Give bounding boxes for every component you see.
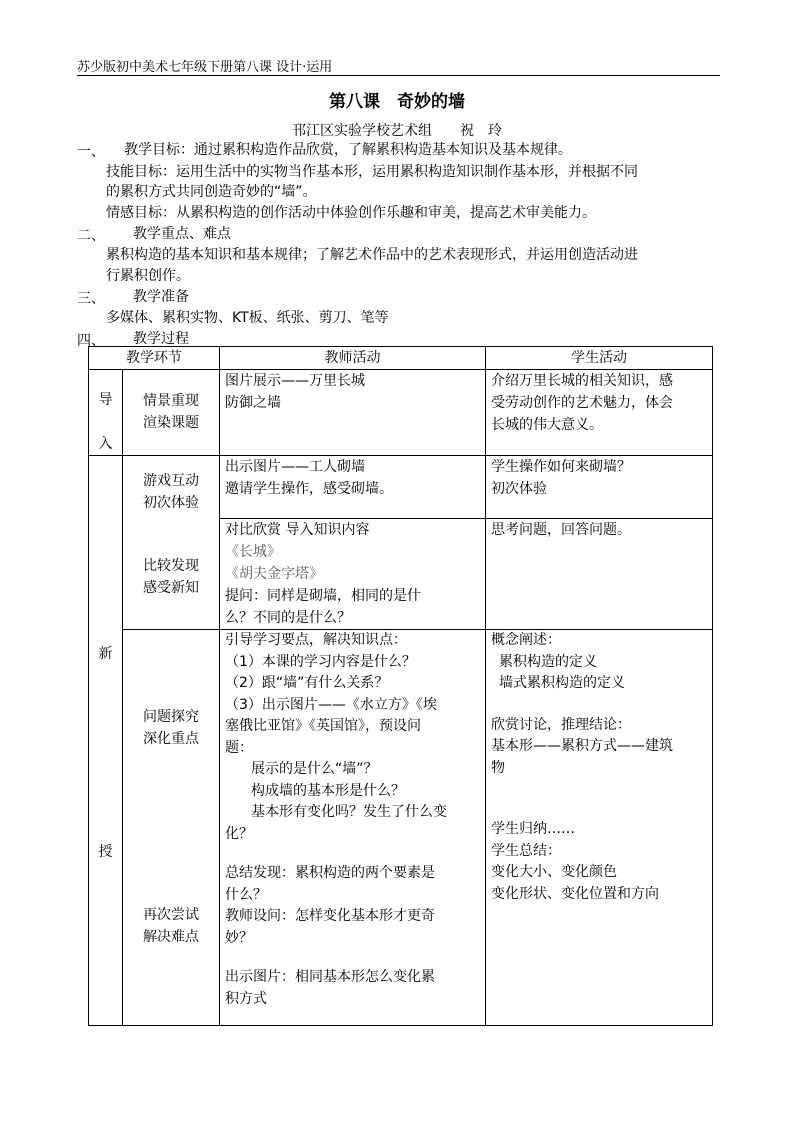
student-game-line1: 学生操作如何来砌墙？	[491, 459, 631, 475]
student-game-line2: 初次体验	[491, 481, 547, 497]
student-compare-line1: 思考问题，回答问题。	[491, 522, 631, 538]
student-explore-line10: 变化形状、变化位置和方向	[491, 885, 659, 902]
stage-new-char2: 授	[98, 844, 113, 860]
step-scene-line1: 情景重现	[143, 393, 199, 409]
teacher-compare-line3: 《胡夫金字塔》	[225, 566, 323, 582]
step-game-compare	[123, 456, 220, 630]
teacher-explore-line11: 总结发现：累积构造的两个要素是	[225, 865, 435, 881]
page-title: 第八课 奇妙的墙	[329, 92, 465, 112]
step-retry-line2: 解决难点	[143, 929, 199, 945]
student-explore-line1: 概念阐述：	[491, 632, 561, 648]
emotion-objective: 情感目标：从累积构造的创作活动中体验创作乐趣和审美，提高艺术审美能力。	[106, 205, 596, 221]
section-2-number: 二、	[77, 228, 105, 244]
teacher-game	[220, 456, 486, 519]
section-4-heading: 教学过程	[133, 331, 189, 347]
stage-intro-char2: 入	[98, 436, 113, 452]
teaching-process-table	[88, 346, 713, 1026]
step-explore-retry	[123, 630, 220, 1026]
student-game	[486, 456, 713, 519]
step-game-line1: 游戏互动	[143, 473, 199, 489]
stage-new-label	[89, 456, 123, 1026]
header-divider	[77, 75, 720, 76]
student-explore-line3: 墙式累积构造的定义	[499, 675, 625, 691]
teacher-explore-line1: 引导学习要点，解决知识点：	[225, 632, 407, 648]
section-1-heading: 教学目标：通过累积构造作品欣赏，了解累积构造基本知识及基本规律。	[124, 142, 572, 158]
student-explore-line6: 物	[491, 759, 505, 776]
teacher-explore-line6: 题：	[225, 739, 253, 756]
teacher-explore-line14: 妙？	[225, 929, 253, 946]
section-2-heading: 教学重点、难点	[133, 226, 231, 242]
section-2-line2: 行累积创作。	[106, 268, 190, 284]
teacher-compare-line5: 么？不同的是什么？	[225, 610, 351, 626]
teacher-compare-line2: 《长城》	[225, 544, 281, 560]
teacher-explore-line10: 化？	[225, 825, 253, 842]
section-3-line1: 多媒体、累积实物、KT板、纸张、剪刀、笔等	[106, 310, 389, 326]
skill-objective-line1: 技能目标：运用生活中的实物当作基本形，运用累积构造知识制作基本形，并根据不同	[106, 164, 638, 180]
student-intro-line1: 介绍万里长城的相关知识，感	[491, 373, 673, 389]
header-student: 学生活动	[486, 347, 713, 370]
teacher-explore	[220, 630, 486, 1026]
teacher-explore-line16: 积方式	[225, 990, 267, 1007]
skill-objective-line2: 的累积方式共同创造奇妙的“墙”。	[106, 184, 317, 200]
student-explore-line7: 学生归纳……	[491, 821, 575, 837]
teacher-explore-line5: 塞俄比亚馆》《英国馆》，预设问	[225, 718, 421, 734]
step-scene-line2: 渲染课题	[143, 415, 199, 431]
step-explore-line1: 问题探究	[143, 709, 199, 725]
section-3-heading: 教学准备	[133, 289, 189, 305]
student-explore-line5: 基本形——累积方式——建筑	[491, 738, 673, 754]
document-header: 苏少版初中美术七年级下册第八课 设计·运用	[77, 60, 333, 75]
student-intro-line2: 受劳动创作的艺术魅力，体会	[491, 395, 673, 411]
student-explore-line2: 累积构造的定义	[499, 653, 597, 670]
teacher-explore-line12: 什么？	[225, 886, 267, 903]
teacher-explore-line2: （1）本课的学习内容是什么？	[225, 653, 416, 670]
step-explore-line2: 深化重点	[143, 731, 199, 747]
teacher-intro	[220, 370, 486, 456]
teacher-compare-line1: 对比欣赏 导入知识内容	[225, 522, 370, 538]
step-retry-line1: 再次尝试	[143, 907, 199, 923]
section-1-number: 一、	[77, 144, 105, 160]
section-2-line1: 累积构造的基本知识和基本规律；了解艺术作品中的艺术表现形式，并运用创造活动进	[106, 247, 638, 263]
step-compare-line2: 感受新知	[143, 580, 199, 596]
stage-new-char1: 新	[98, 646, 113, 662]
header-teacher: 教师活动	[220, 347, 486, 370]
step-scene	[123, 370, 220, 456]
teacher-explore-line15: 出示图片：相同基本形怎么变化累	[225, 969, 435, 985]
section-4-number: 四、	[77, 333, 105, 349]
teacher-game-line2: 邀请学生操作，感受砌墙。	[225, 481, 393, 497]
student-explore-line9: 变化大小、变化颜色	[491, 864, 617, 880]
teacher-compare	[220, 519, 486, 630]
step-game-line2: 初次体验	[143, 495, 199, 511]
student-intro	[486, 370, 713, 456]
teacher-explore-line13: 教师设问：怎样变化基本形才更奇	[225, 908, 435, 924]
stage-intro-label	[89, 370, 123, 456]
student-explore-line8: 学生总结：	[491, 842, 561, 859]
step-compare-line1: 比较发现	[143, 558, 199, 574]
teacher-intro-line1: 图片展示——万里长城	[225, 373, 365, 389]
stage-intro-char1: 导	[98, 392, 113, 408]
teacher-compare-line4: 提问：同样是砌墙，相同的是什	[225, 588, 421, 604]
teacher-explore-line4: （3）出示图片——《水立方》《埃	[225, 696, 437, 713]
teacher-explore-line9: 基本形有变化吗？发生了什么变	[251, 804, 447, 820]
header-stage: 教学环节	[89, 347, 220, 370]
teacher-explore-line7: 展示的是什么“墙”？	[251, 761, 378, 777]
teacher-explore-line8: 构成墙的基本形是什么？	[251, 782, 405, 799]
student-compare	[486, 519, 713, 630]
student-intro-line3: 长城的伟大意义。	[491, 417, 603, 433]
author-line: 邗江区实验学校艺术组 祝 玲	[292, 123, 502, 139]
teacher-explore-line3: （2）跟“墙”有什么关系？	[225, 675, 389, 691]
student-explore-line4: 欣赏讨论，推理结论：	[491, 716, 631, 733]
student-explore	[486, 630, 713, 1026]
section-3-number: 三、	[77, 291, 105, 307]
teacher-game-line1: 出示图片——工人砌墙	[225, 459, 365, 475]
teacher-intro-line2: 防御之墙	[225, 395, 281, 411]
